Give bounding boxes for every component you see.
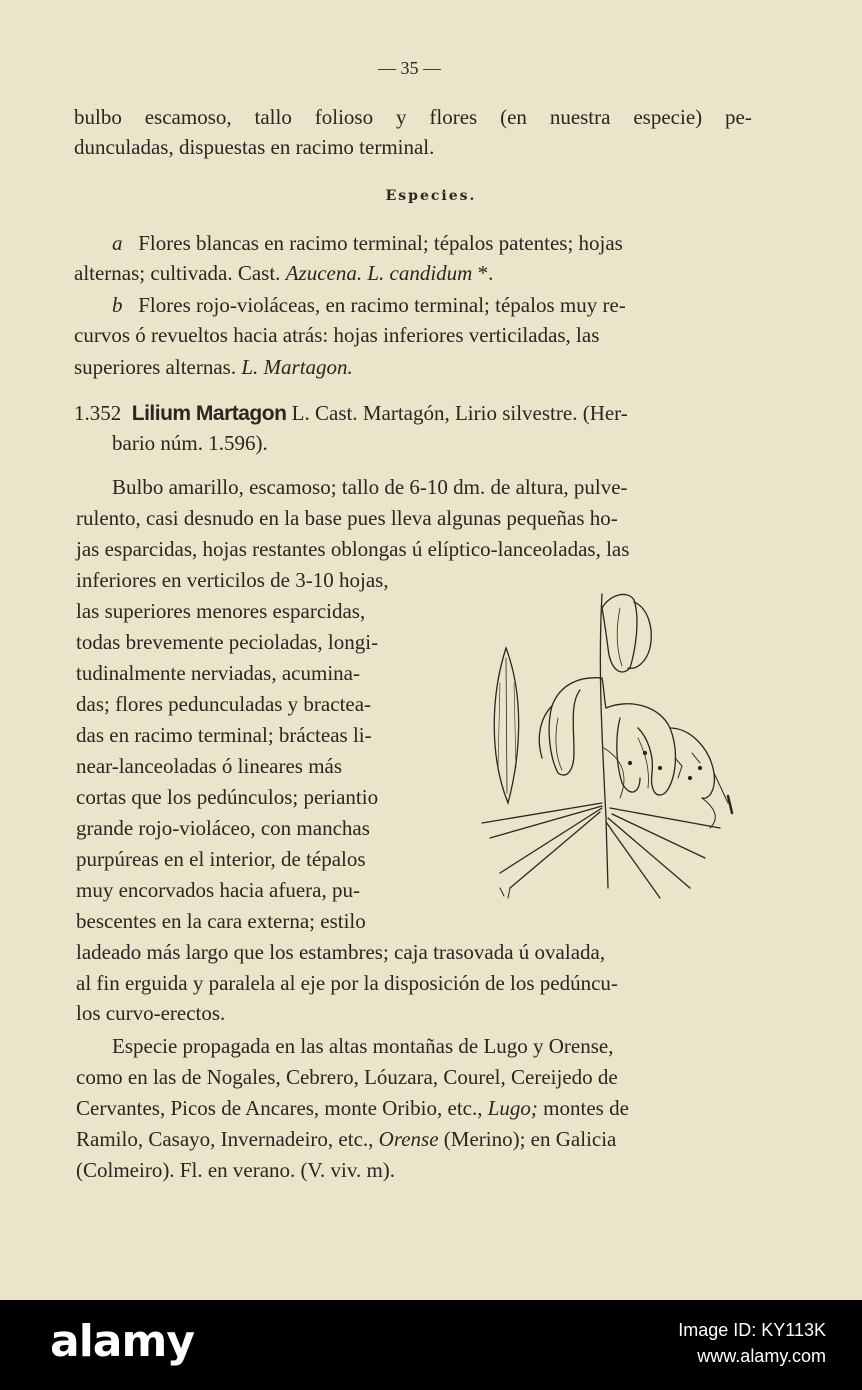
description-line: rulento, casi desnudo en la base pues lleva algunas pequeñas ho- [76, 506, 618, 530]
intro-line-2: dunculadas, dispuestas en racimo terminal. [74, 135, 435, 159]
species-b-letter: b [112, 293, 123, 317]
text: Cervantes, Picos de Ancares, monte Oribio, etc., [76, 1096, 488, 1120]
lily-illustration [470, 588, 740, 908]
distribution-line: (Colmeiro). Fl. en verano. (V. viv. m). [76, 1158, 396, 1182]
text: superiores alternas. [74, 355, 242, 379]
word: (en [500, 105, 527, 129]
species-a-text: Flores blancas en racimo terminal; tépalos patentes; hojas [138, 231, 623, 255]
description-line: las superiores menores esparcidas, [76, 599, 366, 623]
description-line: jas esparcidas, hojas restantes oblongas ú elíptico-lanceoladas, las [76, 537, 630, 561]
description-line: al fin erguida y paralela al eje por la disposición de los pedúncu- [76, 971, 618, 995]
description-line: near-lanceoladas ó lineares más [76, 754, 343, 778]
word: tallo [254, 105, 292, 129]
species-b-line-2: curvos ó revueltos hacia atrás: hojas inferiores verticiladas, las [74, 323, 600, 347]
description-line: los curvo-erectos. [76, 1001, 226, 1025]
word: nuestra [549, 105, 611, 129]
species-a-name: Azucena. L. candidum [285, 261, 473, 285]
site-url: www.alamy.com [697, 1346, 826, 1366]
word: escamoso, [144, 105, 232, 129]
description-line: das en racimo terminal; brácteas li- [76, 723, 372, 747]
distribution-line [76, 1093, 629, 1123]
description-line: cortas que los pedúnculos; periantio [76, 785, 379, 809]
word: folioso [314, 105, 374, 129]
word: especie) [633, 105, 703, 129]
text: Ramilo, Casayo, Invernadeiro, etc., [76, 1127, 379, 1151]
species-b-name: L. Martagon. [241, 355, 353, 379]
entry-line-2: bario núm. 1.596). [112, 431, 268, 455]
distribution-line [76, 1124, 616, 1154]
description-line: bescentes en la cara externa; estilo [76, 909, 366, 933]
word: y [395, 105, 407, 129]
alamy-logo: alamy [50, 1316, 194, 1367]
species-b-text: Flores rojo-violáceas, en racimo terminal; tépalos muy re- [138, 293, 626, 317]
text: *. [472, 261, 494, 285]
species-b-line-1 [112, 290, 626, 320]
description-line: grande rojo-violáceo, con manchas [76, 816, 370, 840]
species-a-letter: a [112, 231, 123, 255]
page-number: — 35 — [378, 58, 441, 78]
species-a-line-1 [112, 228, 623, 258]
intro-line-1 [74, 102, 752, 132]
place-name: Orense [378, 1127, 439, 1151]
text: montes de [537, 1096, 629, 1120]
description-line: tudinalmente nerviadas, acumina- [76, 661, 360, 685]
section-heading: Especies. [385, 188, 477, 204]
entry-line-1 [74, 398, 628, 429]
description-line: todas brevemente pecioladas, longi- [76, 630, 379, 654]
entry-genus: Lilium Martagon [131, 402, 287, 425]
image-id-label: Image ID: KY113K [678, 1320, 826, 1340]
word: pe- [725, 105, 752, 129]
entry-number: 1.352 [74, 401, 122, 425]
description-line: Bulbo amarillo, escamoso; tallo de 6-10 dm. de altura, pulve- [112, 475, 628, 499]
entry-text: L. Cast. Martagón, Lirio silvestre. (Her- [286, 401, 628, 425]
description-line: inferiores en verticilos de 3-10 hojas, [76, 568, 389, 592]
description-line: ladeado más largo que los estambres; caja trasovada ú ovalada, [76, 940, 606, 964]
distribution-line: como en las de Nogales, Cebrero, Lóuzara, Courel, Cereijedo de [76, 1065, 618, 1089]
species-a-line-2 [74, 258, 493, 288]
species-b-line-3 [74, 352, 353, 382]
description-line: purpúreas en el interior, de tépalos [76, 847, 366, 871]
description-line: muy encorvados hacia afuera, pu- [76, 878, 360, 902]
description-line: das; flores pedunculadas y bractea- [76, 692, 372, 716]
distribution-line: Especie propagada en las altas montañas de Lugo y Orense, [112, 1034, 614, 1058]
word: flores [429, 105, 478, 129]
text: alternas; cultivada. Cast. [74, 261, 286, 285]
place-name: Lugo; [487, 1096, 538, 1120]
text: (Merino); en Galicia [438, 1127, 617, 1151]
word: bulbo [74, 105, 122, 129]
